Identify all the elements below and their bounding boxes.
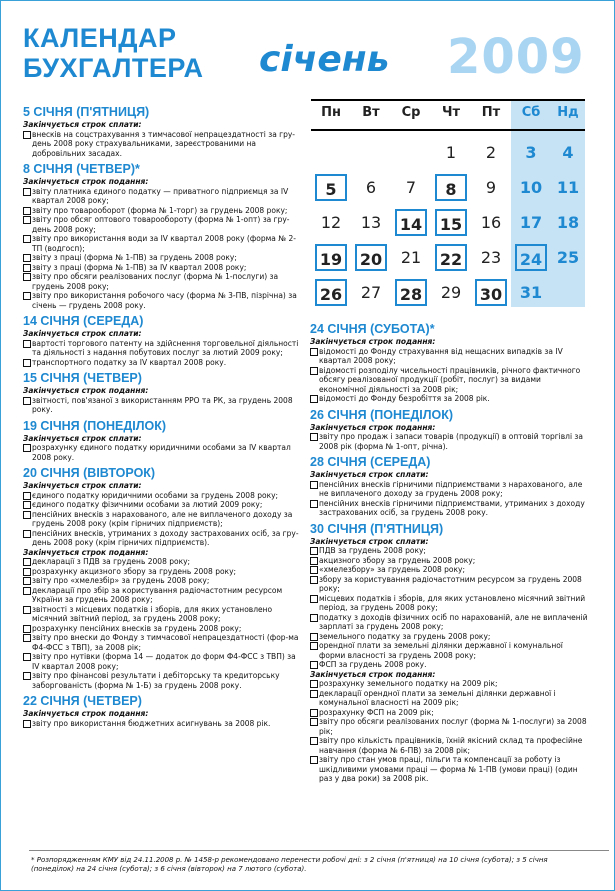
deadline-item[interactable]: пенсійних внесків гірничими підприємствами, утриманих з доходу застрахованих осіб, за грудень 2008 року. (310, 499, 588, 518)
calendar-day: 11 (556, 178, 580, 197)
calendar-day: 15 (435, 209, 467, 236)
deadline-type: Закінчується строк сплати: (23, 433, 142, 443)
deadline-item[interactable]: ПДВ за грудень 2008 року; (310, 546, 588, 556)
deadline-type: Закінчується строк подання: (23, 386, 149, 395)
calendar-day: 4 (562, 143, 574, 162)
calendar-day: 28 (395, 279, 427, 306)
month-calendar (311, 99, 585, 307)
date-heading: 26 СІЧНЯ (ПОНЕДІЛОК) (310, 407, 454, 422)
calendar-day: 8 (435, 174, 467, 201)
deadline-item[interactable]: декларації про збір за користування радіочастотним ресурсом України за грудень 2008 року; (23, 586, 300, 605)
date-heading: 19 СІЧНЯ (ПОНЕДІЛОК) (23, 418, 167, 433)
deadline-type: Закінчується строк сплати: (310, 536, 429, 546)
calendar-day: 5 (315, 174, 347, 201)
weekday-header: Вт (362, 105, 380, 120)
deadline-item[interactable]: вартості торгового патенту на здійснення торговельної діяльності та діяльності з надання побутових послуг за лютий 2009 року; (23, 339, 300, 358)
date-heading: 20 СІЧНЯ (ВІВТОРОК) (23, 466, 156, 480)
deadline-type: Закінчується строк сплати: (23, 481, 142, 490)
calendar-day: 22 (435, 244, 467, 271)
deadline-item[interactable]: розрахунку ФСП на 2009 рік; (310, 708, 588, 718)
deadline-item[interactable]: звіту про товарооборот (форма № 1-торг) за грудень 2008 року; (23, 206, 300, 216)
weekday-header: Сб (521, 105, 541, 120)
deadline-item[interactable]: звіту про фінансові результати і дебіторську та кредиторську заборгованість (форма № 1-Б) за грудень 2008 року. (23, 671, 300, 690)
deadline-item[interactable]: звіту про обсяги реалізованих послуг (форма № 1-послуги) за грудень 2008 року; (23, 272, 300, 291)
calendar-day: 21 (400, 248, 422, 267)
deadline-item[interactable]: звіту про використання бюджетних асигнувань за 2008 рік. (23, 719, 300, 729)
deadline-item[interactable]: звіту про використання води за IV квартал 2008 року (форма № 2-ТП (водгосп); (23, 234, 300, 253)
calendar-day: 30 (475, 279, 507, 306)
calendar-day: 24 (515, 244, 547, 271)
date-heading: 5 СІЧНЯ (П'ЯТНИЦЯ) (23, 105, 150, 119)
calendar-day: 20 (355, 244, 387, 271)
calendar-day: 25 (556, 248, 580, 267)
month-name: січень (259, 39, 390, 80)
deadline-item[interactable]: податку з доходів фізичних осіб по нарахованій, але не виплаченій зарплаті за грудень 2008 року; (310, 613, 588, 632)
deadline-item[interactable]: розрахунку пенсійних внесків за грудень 2008 року; (23, 624, 300, 634)
date-heading: 15 СІЧНЯ (ЧЕТВЕР) (23, 371, 142, 385)
deadline-type: Закінчується строк подання: (23, 177, 149, 186)
calendar-day: 14 (395, 209, 427, 236)
deadlines-right-column (310, 318, 588, 784)
deadline-item[interactable]: звіту про внески до Фонду з тимчасової непрацездатності (фор-ма Ф4-ФСС з ТВП), за 2008 рік; (23, 633, 300, 652)
date-heading: 28 СІЧНЯ (СЕРЕДА) (310, 455, 431, 469)
deadline-item[interactable]: відомості до Фонду безробіття за 2008 рік. (310, 394, 588, 404)
deadline-item[interactable]: декларації з ПДВ за грудень 2008 року; (23, 557, 300, 567)
deadline-type: Закінчується строк подання: (310, 337, 436, 346)
deadline-item[interactable]: єдиного податку фізичними особами за лютий 2009 року; (23, 500, 300, 510)
deadline-item[interactable]: звіту з праці (форма № 1-ПВ) за грудень 2008 року; (23, 253, 300, 263)
calendar-day: 18 (556, 213, 580, 232)
calendar-day: 27 (360, 283, 382, 302)
deadlines-left-column (23, 101, 300, 728)
calendar-day: 19 (315, 244, 347, 271)
calendar-day: 29 (440, 283, 462, 302)
weekday-header: Пт (481, 105, 501, 120)
calendar-day: 1 (445, 143, 457, 162)
date-heading: 8 СІЧНЯ (ЧЕТВЕР)* (23, 162, 140, 176)
deadline-item[interactable]: декларації орендної плати за земельні ділянки державної і комунальної власності на 2009 рік; (310, 689, 588, 708)
deadline-item[interactable]: орендної плати за земельні ділянки державної і комунальної форми власності за грудень 2008 року; (310, 641, 588, 660)
deadline-item[interactable]: розрахунку земельного податку на 2009 рік; (310, 679, 588, 689)
deadline-type: Закінчується строк сплати: (23, 329, 142, 338)
calendar-day: 9 (485, 178, 497, 197)
deadline-item[interactable]: звіту про кількість працівників, їхній якісний склад та професійне навчання (форма № 6-ПВ) за 2008 рік; (310, 736, 588, 755)
calendar-day: 31 (519, 283, 543, 302)
footnote: * Розпорядженням КМУ від 24.11.2008 р. № 1458-р рекомендовано перенести робочі дні: з 2 січня (п'ятниця) на 10 січня (субота); з 5 січня (понеділок) на 24 січня (субота); з 6 січня (вівторок) на 7 лютого (субота). (31, 856, 591, 874)
deadline-item[interactable]: розрахунку акцизного збору за грудень 2008 року; (23, 567, 300, 577)
deadline-item[interactable]: транспортного податку за IV квартал 2008 року. (23, 358, 300, 368)
deadline-item[interactable]: місцевих податків і зборів, для яких установлено місячний звітний період, за грудень 2008 року; (310, 594, 588, 613)
calendar-day: 26 (315, 279, 347, 306)
deadline-item[interactable]: звітності з місцевих податків і зборів, для яких установлено місячний звітний період, за грудень 2008 року; (23, 605, 300, 624)
calendar-day: 23 (480, 248, 502, 267)
deadline-type: Закінчується строк подання: (23, 709, 149, 718)
divider (29, 850, 609, 851)
calendar-day: 6 (365, 178, 377, 197)
calendar-day: 16 (480, 213, 502, 232)
deadline-item[interactable]: пенсійних внесків з нарахованого, але не виплаченого доходу за грудень 2008 року (крім гірничих підприємств); (23, 510, 300, 529)
deadline-item[interactable]: ФСП за грудень 2008 року. (310, 660, 588, 670)
deadline-item[interactable]: звіту про «хмелезбір» за грудень 2008 року; (23, 576, 300, 586)
deadline-type: Закінчується строк сплати: (23, 120, 142, 129)
deadline-item[interactable]: звіту про обсяги реалізованих послуг (форма № 1-послуги) за 2008 рік; (310, 717, 588, 736)
date-heading: 30 СІЧНЯ (П'ЯТНИЦЯ) (310, 521, 444, 536)
divider (311, 99, 585, 101)
deadline-type: Закінчується строк подання: (23, 547, 149, 557)
deadline-type: Закінчується строк подання: (310, 422, 436, 432)
deadline-item[interactable]: єдиного податку юридичними особами за грудень 2008 року; (23, 491, 300, 501)
calendar-day: 12 (320, 213, 342, 232)
divider (311, 129, 585, 131)
deadline-item[interactable]: звіту про обсяг оптового товарообороту (форма № 1-опт) за гру-день 2008 року; (23, 215, 300, 234)
deadline-item[interactable]: збору за користування радіочастотним ресурсом за грудень 2008 року; (310, 575, 588, 594)
calendar-day: 2 (485, 143, 497, 162)
deadline-type: Закінчується строк подання: (310, 669, 436, 679)
deadline-item[interactable]: пенсійних внесків, утриманих з доходу застрахованих осіб, за гру-день 2008 року (крім гірничих підприємств). (23, 529, 300, 548)
weekday-header: Ср (401, 105, 421, 120)
page-title: КАЛЕНДАР БУХГАЛТЕРА (23, 23, 204, 83)
deadline-item[interactable]: акцизного збору за грудень 2008 року; (310, 556, 588, 566)
calendar-day: 13 (360, 213, 382, 232)
calendar-day: 10 (519, 178, 543, 197)
deadline-item[interactable]: відомості розподілу чисельності працівників, річного фактичного обсягу реалізованої продукції (робіт, послуг) за видами економічної діяльності за 2008 рік; (310, 366, 588, 395)
deadline-item[interactable]: звіту про продаж і запаси товарів (продукції) в оптовій торгівлі за 2008 рік (форма № 1-опт, річна). (310, 432, 588, 451)
deadline-item[interactable]: земельного податку за грудень 2008 року; (310, 632, 588, 642)
calendar-day: 7 (405, 178, 417, 197)
deadline-item[interactable]: пенсійних внесків гірничими підприємствами з нарахованого, але не виплаченого доходу за грудень 2008 року; (310, 480, 588, 499)
weekday-header: Нд (557, 105, 579, 120)
deadline-item[interactable]: звіту з праці (форма № 1-ПВ) за IV квартал 2008 року; (23, 263, 300, 273)
deadline-item[interactable]: звіту про нутівки (форма 14 — додаток до форм Ф4-ФСС з ТВП) за IV квартал 2008 року; (23, 652, 300, 671)
deadline-item[interactable]: звітності, пов'язаної з використанням РРО та РК, за грудень 2008 року. (23, 396, 300, 415)
deadline-type: Закінчується строк сплати: (310, 470, 429, 479)
deadline-item[interactable]: звіту про стан умов праці, пільги та компенсації за роботу із шкідливими умовами праці — форма № 1-ПВ (умови праці) (один раз у два роки) за 2008 рік. (310, 755, 588, 784)
date-heading: 24 СІЧНЯ (СУБОТА)* (310, 322, 435, 336)
calendar-day: 17 (519, 213, 543, 232)
deadline-item[interactable]: звіту платника єдиного податку — приватного підприємця за IV квартал 2008 року; (23, 187, 300, 206)
date-heading: 22 СІЧНЯ (ЧЕТВЕР) (23, 694, 142, 708)
deadline-item[interactable]: розрахунку єдиного податку юридичними особами за IV квартал 2008 року. (23, 443, 300, 462)
deadline-item[interactable]: звіту про використання робочого часу (форма № 3-ПВ, пізрічна) за січень — грудень 2008 року. (23, 291, 300, 310)
calendar-day: 3 (525, 143, 537, 162)
deadline-item[interactable]: відомості до Фонду страхування від нещасних випадків за IV квартал 2008 року; (310, 347, 588, 366)
date-heading: 14 СІЧНЯ (СЕРЕДА) (23, 314, 144, 328)
deadline-item[interactable]: внесків на соцстрахування з тимчасової непрацездатності за гру-день 2008 року страхувальниками, зареєстрованими на добровільних засадах. (23, 130, 300, 159)
weekday-header: Пн (321, 105, 341, 120)
deadline-item[interactable]: «хмелезбору» за грудень 2008 року; (310, 565, 588, 575)
weekday-header: Чт (441, 105, 461, 120)
year: 2009 (447, 29, 585, 85)
